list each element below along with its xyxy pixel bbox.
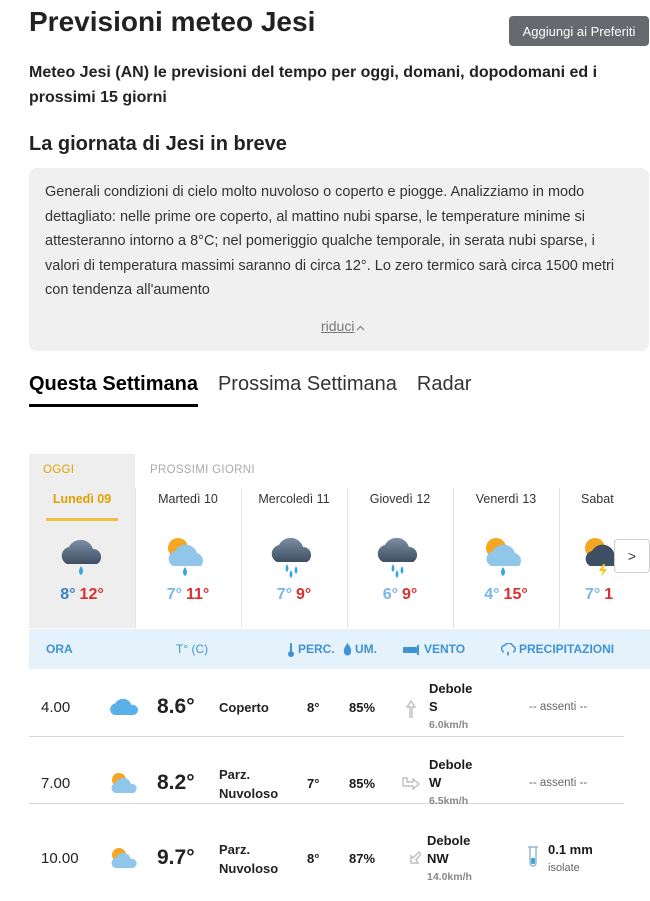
next-days-arrow-button[interactable]: > <box>614 539 650 573</box>
days-strip <box>29 454 650 628</box>
rain-gauge-icon <box>525 846 541 868</box>
wind-speed: 14.0km/h <box>427 871 472 883</box>
row-desc <box>219 840 278 878</box>
row-precip <box>548 841 593 877</box>
row-time: 7.00 <box>41 775 71 792</box>
day-name: Mercoledì 11 <box>258 492 330 506</box>
row-precip: -- assenti -- <box>529 777 588 789</box>
row-perc: 8° <box>307 700 320 715</box>
page-subtitle: Meteo Jesi (AN) le previsioni del tempo per oggi, domani, dopodomani ed i prossimi 15 giorni <box>29 64 598 106</box>
header-temp: T° (C) <box>176 642 209 656</box>
header-precip-label: PRECIPITAZIONI <box>519 642 615 656</box>
temp-min: 4° <box>484 586 500 603</box>
wind-direction: W <box>429 775 442 790</box>
wind-arrow-up-icon <box>401 699 421 719</box>
add-favorite-button[interactable]: Aggiungi ai Preferiti <box>509 16 649 46</box>
day-temps <box>453 586 559 604</box>
wind-direction: NW <box>427 851 449 866</box>
row-perc: 8° <box>307 851 320 866</box>
wind-strength: Debole <box>427 833 471 848</box>
today-label: OGGI <box>43 464 75 476</box>
precip-amount: 0.1 mm <box>548 842 593 857</box>
row-wind <box>429 756 472 810</box>
row-hum: 85% <box>349 776 376 791</box>
summary-box <box>29 168 649 351</box>
row-desc-line1: Parz. <box>219 767 251 782</box>
row-desc: Coperto <box>219 700 269 715</box>
temp-min: 8° <box>60 586 76 603</box>
cloud-heavy-rain-icon <box>371 534 429 578</box>
sun-cloud-icon <box>107 771 141 795</box>
temp-min: 7° <box>166 586 182 603</box>
cloud-rain-icon <box>53 534 111 578</box>
day-temps <box>559 586 650 604</box>
thermometer-icon <box>287 643 295 657</box>
temp-max: 1 <box>604 586 614 603</box>
table-row <box>29 822 624 883</box>
row-desc-line2: Nuvoloso <box>219 786 279 801</box>
day-name: Martedì 10 <box>158 492 218 506</box>
cloud-heavy-rain-icon <box>265 534 323 578</box>
cloud-icon <box>107 695 141 719</box>
temp-min: 6° <box>382 586 398 603</box>
wind-arrow-right-icon <box>401 774 421 794</box>
day-name: Venerdì 13 <box>475 492 537 506</box>
wind-speed: 6.5km/h <box>429 795 469 807</box>
wind-sock-icon <box>403 644 421 656</box>
day-temps <box>347 586 453 604</box>
table-row <box>29 679 624 737</box>
header-hum <box>343 642 377 656</box>
chevron-up-icon <box>356 322 365 334</box>
day-temps <box>135 586 241 604</box>
wind-speed: 6.0km/h <box>429 719 469 731</box>
row-hum: 85% <box>349 700 376 715</box>
temp-max: 15° <box>503 586 528 603</box>
row-desc-line2: Nuvoloso <box>219 861 279 876</box>
forecast-tabs <box>29 373 491 407</box>
row-desc <box>219 765 278 803</box>
temp-max: 12° <box>79 586 104 603</box>
wind-strength: Debole <box>429 681 473 696</box>
sun-cloud-rain-icon <box>477 534 535 578</box>
day-card[interactable] <box>241 488 347 628</box>
collapse-link-label[interactable]: riduci <box>321 318 355 334</box>
temp-max: 9° <box>402 586 418 603</box>
page-title: Previsioni meteo Jesi <box>29 6 316 37</box>
header-perc-label: PERC. <box>298 642 335 656</box>
row-temp: 9.7° <box>157 846 195 869</box>
day-card[interactable] <box>453 488 559 628</box>
wind-arrow-down-right-icon <box>401 849 421 869</box>
sun-cloud-rain-icon <box>159 534 217 578</box>
header-wind <box>403 642 465 656</box>
row-perc: 7° <box>307 776 320 791</box>
summary-text: Generali condizioni di cielo molto nuvoloso o coperto e piogge. Analizziamo in modo dettagliato: nelle prime ore coperto, al mattino nubi sparse, le temperature minime si attesteranno intorno a 8°C; nel pomeriggio qualche temporale, in serata nubi sparse, i valori di temperatura massimi saranno di circa 12°. Lo zero termico sarà circa 1500 metri con tendenza all'aumento <box>45 184 615 298</box>
hourly-table-header <box>29 629 650 669</box>
row-time: 4.00 <box>41 699 71 716</box>
row-wind <box>429 680 472 734</box>
temp-max: 11° <box>185 586 210 603</box>
day-temps <box>241 586 347 604</box>
header-wind-label: VENTO <box>424 642 466 656</box>
header-time: ORA <box>46 642 73 656</box>
tab-next-week[interactable]: Prossima Settimana <box>217 373 397 395</box>
tab-radar[interactable]: Radar <box>416 373 472 395</box>
header-perc <box>287 642 335 657</box>
day-card[interactable] <box>29 488 135 628</box>
summary-title: La giornata di Jesi in breve <box>29 133 287 155</box>
row-temp: 8.6° <box>157 695 195 718</box>
tab-this-week[interactable]: Questa Settimana <box>29 373 198 407</box>
precip-type: isolate <box>548 862 580 874</box>
row-temp: 8.2° <box>157 771 195 794</box>
cloud-drop-icon <box>500 643 516 657</box>
temp-min: 7° <box>585 586 601 603</box>
next-days-label: PROSSIMI GIORNI <box>150 464 255 476</box>
row-precip: -- assenti -- <box>529 701 588 713</box>
day-name: Giovedì 12 <box>369 492 431 506</box>
active-day-underline <box>46 518 118 521</box>
temp-min: 7° <box>276 586 292 603</box>
row-hum: 87% <box>349 851 376 866</box>
day-name: Lunedì 09 <box>52 492 112 506</box>
sun-cloud-icon <box>107 846 141 870</box>
day-temps <box>29 586 135 604</box>
wind-strength: Debole <box>429 757 473 772</box>
temp-max: 9° <box>296 586 312 603</box>
day-card[interactable] <box>347 488 453 628</box>
collapse-link[interactable] <box>321 318 365 334</box>
header-hum-label: UM. <box>355 642 377 656</box>
day-name: Sabat <box>581 492 614 506</box>
table-row <box>29 746 624 807</box>
day-card[interactable] <box>135 488 241 628</box>
header-precip <box>500 642 614 657</box>
row-time: 10.00 <box>41 850 79 867</box>
row-desc-line1: Parz. <box>219 842 251 857</box>
wind-direction: S <box>429 699 438 714</box>
row-wind <box>427 832 472 886</box>
drop-icon <box>343 643 352 656</box>
